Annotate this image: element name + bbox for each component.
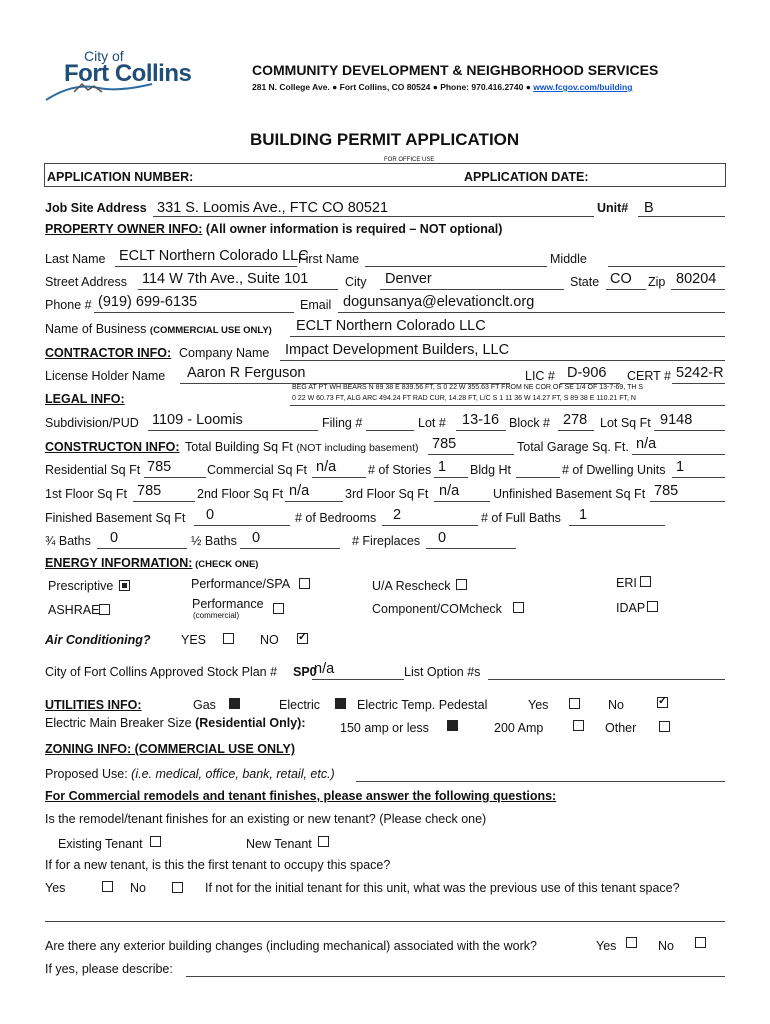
gas-label: Gas (193, 698, 216, 712)
logo-name: Fort Collins (64, 60, 192, 87)
amp150-checkbox[interactable] (447, 720, 458, 731)
business-value[interactable]: ECLT Northern Colorado LLC (296, 318, 486, 334)
block-value[interactable]: 278 (563, 412, 588, 428)
garage-value[interactable]: n/a (636, 436, 657, 452)
new-tenant-label: New Tenant (246, 837, 312, 851)
block-label: Block # (509, 416, 550, 430)
fireplaces-value[interactable]: 0 (438, 530, 447, 546)
lot-value[interactable]: 13-16 (462, 412, 500, 428)
stock-plan-label: City of Fort Collins Approved Stock Plan # (45, 665, 278, 679)
three-quarter-baths-label: ¾ Baths (45, 534, 91, 548)
proposed-use-label (45, 767, 335, 781)
existing-tenant-checkbox[interactable] (150, 836, 161, 847)
business-label (45, 322, 272, 336)
ua-rescheck-label: U/A Rescheck (372, 579, 451, 593)
total-sqft-value[interactable]: 785 (432, 436, 457, 452)
full-baths-value[interactable]: 1 (579, 507, 588, 523)
company-value[interactable]: Impact Development Builders, LLC (285, 342, 510, 358)
legal-text-2[interactable]: 0 22 W 60.73 FT, ALG ARC 494.24 FT RAD CUR, 14.28 FT, L/C S 1 11 36 W 14.27 FT, S 89 38 E 110.21 FT, N (292, 395, 636, 402)
street-value[interactable]: 114 W 7th Ave., Suite 101 (142, 271, 309, 287)
third-floor-value[interactable]: n/a (439, 483, 460, 499)
phone-value[interactable]: (919) 699-6135 (98, 294, 198, 310)
pedestal-yes-label: Yes (528, 698, 549, 712)
breaker-label (45, 716, 306, 730)
exterior-no-label: No (658, 939, 674, 953)
zip-label: Zip (648, 275, 666, 289)
middle-label: Middle (550, 252, 587, 266)
total-sqft-note: (NOT including basement) (296, 442, 419, 454)
job-site-value[interactable]: 331 S. Loomis Ave., FTC CO 80521 (157, 200, 389, 216)
ua-rescheck-checkbox[interactable] (456, 579, 467, 590)
option-label: List Option #s (404, 665, 481, 679)
energy-heading (45, 556, 258, 570)
ashrae-checkbox[interactable] (99, 604, 110, 615)
zip-value[interactable]: 80204 (676, 271, 717, 287)
department-address: 281 N. College Ave. ● Fort Collins, CO 80524 ● Phone: 970.416.2740 ● (252, 82, 534, 92)
lic-value[interactable]: D-906 (567, 365, 607, 381)
city-label: City (345, 275, 367, 289)
ashrae-label: ASHRAE (48, 603, 100, 617)
last-name-value[interactable]: ECLT Northern Colorado LLC (119, 248, 309, 264)
legal-heading: LEGAL INFO: (45, 392, 125, 406)
proposed-use-label-text: Proposed Use: (45, 767, 128, 781)
amp150-label: 150 amp or less (340, 721, 429, 735)
comcheck-label: Component/COMcheck (372, 602, 502, 616)
pedestal-no-checkbox[interactable] (657, 697, 668, 708)
ac-no-label: NO (260, 633, 279, 647)
bedrooms-value[interactable]: 2 (393, 507, 402, 523)
first-tenant-yes-checkbox[interactable] (102, 881, 113, 892)
filing-label: Filing # (322, 416, 363, 430)
performance-spa-checkbox[interactable] (299, 578, 310, 589)
lotsqft-value[interactable]: 9148 (660, 412, 693, 428)
subdivision-value[interactable]: 1109 - Loomis (152, 412, 243, 428)
gas-checkbox[interactable] (229, 698, 240, 709)
phone-label: Phone # (45, 298, 92, 312)
job-site-label: Job Site Address (45, 201, 147, 215)
energy-heading-note: (CHECK ONE) (192, 559, 259, 570)
exterior-changes-question: Are there any exterior building changes (including mechanical) associated with the work? (45, 939, 537, 953)
business-label-text: Name of Business (45, 322, 147, 336)
com-sqft-value[interactable]: n/a (316, 459, 337, 475)
com-sqft-label: Commercial Sq Ft (207, 463, 308, 477)
other-label: Other (605, 721, 637, 735)
unfinished-base-value[interactable]: 785 (654, 483, 679, 499)
application-date-label: APPLICATION DATE: (464, 170, 589, 184)
electric-checkbox[interactable] (335, 698, 346, 709)
describe-label: If yes, please describe: (45, 962, 173, 976)
performance-note: (commercial) (193, 611, 240, 620)
owner-heading (45, 222, 502, 236)
subdivision-label: Subdivision/PUD (45, 416, 139, 430)
finished-base-label: Finished Basement Sq Ft (45, 511, 186, 525)
owner-heading-title: PROPERTY OWNER INFO: (45, 222, 203, 236)
utilities-heading: UTILITIES INFO: (45, 698, 142, 712)
breaker-note: (Residential Only): (195, 716, 306, 730)
company-label: Company Name (179, 346, 270, 360)
second-floor-label: 2nd Floor Sq Ft (197, 487, 284, 501)
contractor-heading: CONTRACTOR INFO: (45, 346, 172, 360)
cert-value[interactable]: 5242-R (676, 365, 724, 381)
tenant-question: Is the remodel/tenant finishes for an existing or new tenant? (Please check one) (45, 812, 487, 826)
application-number-label: APPLICATION NUMBER: (47, 170, 194, 184)
first-floor-value[interactable]: 785 (137, 483, 162, 499)
performance-checkbox[interactable] (273, 603, 284, 614)
holder-value[interactable]: Aaron R Ferguson (187, 365, 306, 381)
eri-label: ERI (616, 576, 637, 590)
prescriptive-label: Prescriptive (48, 579, 114, 593)
ac-yes-checkbox[interactable] (223, 633, 234, 644)
city-value[interactable]: Denver (385, 271, 432, 287)
pedestal-no-label: No (608, 698, 624, 712)
performance-label: Performance (192, 597, 264, 611)
dwelling-value[interactable]: 1 (676, 459, 685, 475)
website-link[interactable]: www.fcgov.com/building (533, 82, 633, 92)
first-name-label: First Name (298, 252, 360, 266)
state-label: State (570, 275, 600, 289)
owner-heading-note: (All owner information is required – NOT optional) (202, 222, 503, 236)
res-sqft-label: Residential Sq Ft (45, 463, 141, 477)
prescriptive-checkbox[interactable] (119, 580, 130, 591)
unit-value[interactable]: B (644, 200, 654, 216)
idap-checkbox[interactable] (647, 601, 658, 612)
third-floor-label: 3rd Floor Sq Ft (345, 487, 429, 501)
legal-text-1[interactable]: BEG AT PT WH BEARS N 89 38 E 839.56 FT, S 0 22 W 355.63 FT FROM NE COR OF SE 1/4 OF 13-7-69, TH S (292, 384, 644, 391)
dwelling-label: # of Dwelling Units (562, 463, 666, 477)
stock-plan-prefix: SP0 (293, 665, 317, 679)
exterior-no-checkbox[interactable] (695, 937, 706, 948)
bldg-ht-label: Bldg Ht (470, 463, 511, 477)
remodel-heading: For Commercial remodels and tenant finishes, please answer the following questions: (45, 789, 557, 803)
email-value[interactable]: dogunsanya@elevationclt.org (343, 294, 535, 310)
proposed-use-note: (i.e. medical, office, bank, retail, etc.) (131, 767, 335, 781)
department-name: COMMUNITY DEVELOPMENT & NEIGHBORHOOD SERVICES (252, 62, 659, 78)
ac-no-checkbox[interactable] (297, 633, 308, 644)
energy-heading-title: ENERGY INFORMATION: (45, 556, 193, 570)
finished-base-value[interactable]: 0 (206, 507, 215, 523)
first-floor-label: 1st Floor Sq Ft (45, 487, 127, 501)
form-title: BUILDING PERMIT APPLICATION (250, 130, 520, 149)
idap-label: IDAP (616, 601, 646, 615)
three-quarter-baths-value[interactable]: 0 (110, 530, 119, 546)
stories-value[interactable]: 1 (438, 459, 447, 475)
stock-plan-value[interactable]: n/a (314, 661, 335, 677)
garage-label: Total Garage Sq. Ft. (517, 440, 629, 454)
email-label: Email (300, 298, 332, 312)
street-label: Street Address (45, 275, 127, 289)
unfinished-base-label: Unfinished Basement Sq Ft (493, 487, 646, 501)
existing-tenant-label: Existing Tenant (58, 837, 143, 851)
office-use-note: FOR OFFICE USE (384, 157, 435, 163)
new-tenant-checkbox[interactable] (318, 836, 329, 847)
first-tenant-no-checkbox[interactable] (172, 882, 183, 893)
ac-yes-label: YES (181, 633, 207, 647)
eri-checkbox[interactable] (640, 576, 651, 587)
construction-heading: CONSTRUCTON INFO: (45, 440, 180, 454)
amp200-checkbox[interactable] (573, 720, 584, 731)
logo-city-of: City of (84, 48, 124, 64)
other-checkbox[interactable] (659, 721, 670, 732)
city-logo (44, 48, 204, 104)
comcheck-checkbox[interactable] (513, 602, 524, 613)
zoning-heading: ZONING INFO: (COMMERCIAL USE ONLY) (45, 742, 295, 756)
lic-label: LIC # (525, 369, 555, 383)
half-baths-label: ½ Baths (191, 534, 237, 548)
full-baths-label: # of Full Baths (481, 511, 561, 525)
lot-label: Lot # (418, 416, 446, 430)
amp200-label: 200 Amp (494, 721, 544, 735)
lotsqft-label: Lot Sq Ft (600, 416, 651, 430)
last-name-label: Last Name (45, 252, 106, 266)
electric-label: Electric (279, 698, 320, 712)
breaker-label-text: Electric Main Breaker Size (45, 716, 192, 730)
business-note: (COMMERCIAL USE ONLY) (149, 325, 272, 336)
res-sqft-value[interactable]: 785 (147, 459, 172, 475)
exterior-yes-checkbox[interactable] (626, 937, 637, 948)
previous-use-question: If not for the initial tenant for this unit, what was the previous use of this tenant space? (205, 881, 680, 895)
bedrooms-label: # of Bedrooms (295, 511, 377, 525)
second-floor-value[interactable]: n/a (289, 483, 310, 499)
department-address-line (252, 82, 632, 92)
first-tenant-question: If for a new tenant, is this the first tenant to occupy this space? (45, 858, 391, 872)
state-value[interactable]: CO (610, 271, 632, 287)
stories-label: # of Stories (368, 463, 432, 477)
pedestal-yes-checkbox[interactable] (569, 698, 580, 709)
exterior-yes-label: Yes (596, 939, 617, 953)
mountain-logo-icon (44, 78, 154, 102)
unit-label: Unit# (597, 201, 629, 215)
total-sqft-label-text: Total Building Sq Ft (185, 440, 293, 454)
cert-label: CERT # (627, 369, 672, 383)
holder-label: License Holder Name (45, 369, 166, 383)
total-sqft-label (185, 440, 419, 454)
first-tenant-yes-label: Yes (45, 881, 66, 895)
pedestal-label: Electric Temp. Pedestal (357, 698, 488, 712)
performance-spa-label: Performance/SPA (191, 577, 291, 591)
first-tenant-no-label: No (130, 881, 146, 895)
half-baths-value[interactable]: 0 (252, 530, 261, 546)
ac-label: Air Conditioning? (45, 633, 151, 647)
fireplaces-label: # Fireplaces (352, 534, 421, 548)
